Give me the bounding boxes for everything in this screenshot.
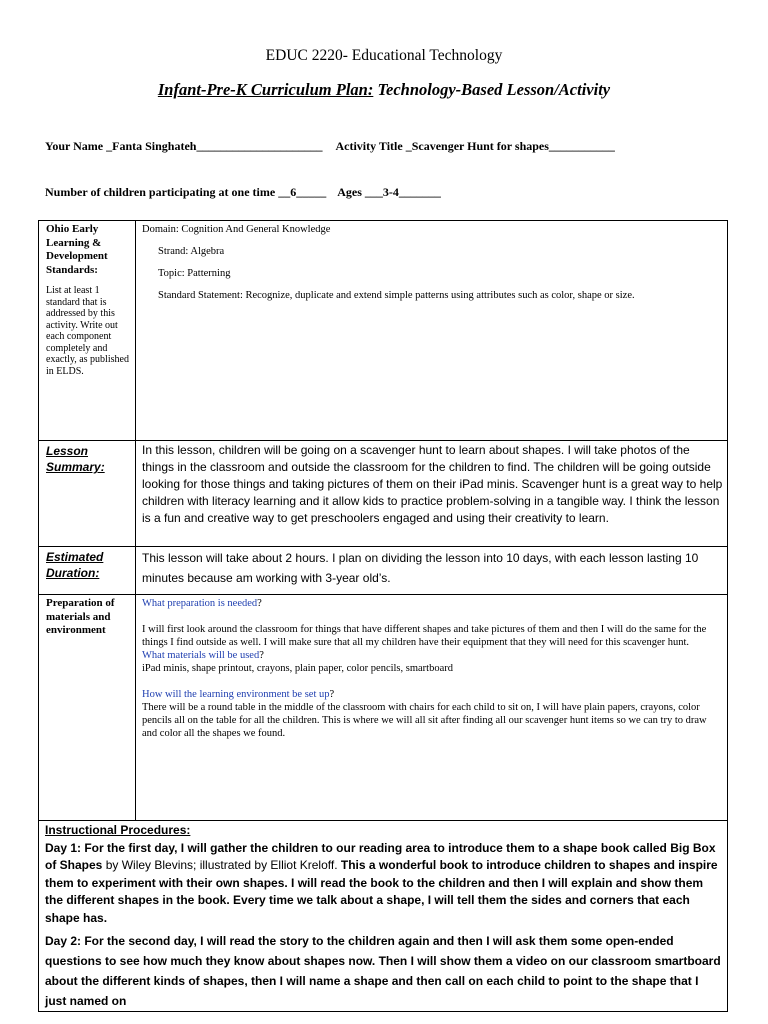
standards-strand: Strand: Algebra bbox=[158, 246, 225, 257]
name-value: _Fanta Singhateh_____________________ bbox=[106, 139, 323, 153]
plan-title bbox=[0, 80, 768, 100]
standards-label-cell bbox=[39, 221, 136, 441]
standards-label: Ohio Early Learning & Development Standards: bbox=[46, 223, 108, 276]
standards-statement: Standard Statement: Recognize, duplicate and extend simple patterns using attributes such as color, shape or size. bbox=[158, 290, 635, 301]
ages-label: Ages bbox=[337, 185, 362, 199]
preparation-question-3: How will the learning environment be set up? bbox=[142, 689, 335, 700]
preparation-row bbox=[39, 595, 728, 821]
summary-label-cell bbox=[39, 441, 136, 547]
preparation-label-cell bbox=[39, 595, 136, 821]
preparation-content-cell bbox=[136, 595, 728, 821]
children-label: Number of children participating at one time bbox=[45, 185, 276, 199]
preparation-question-2: What materials will be used? bbox=[142, 650, 264, 661]
plan-title-underlined: Infant-Pre-K Curriculum Plan: bbox=[157, 80, 374, 99]
name-activity-line bbox=[45, 139, 615, 154]
summary-label: Lesson Summary: bbox=[46, 444, 105, 474]
children-ages-line bbox=[45, 185, 441, 200]
preparation-answer-2: iPad minis, shape printout, crayons, plain paper, color pencils, smartboard bbox=[142, 663, 454, 674]
summary-content-cell bbox=[136, 441, 728, 547]
preparation-answer-3: There will be a round table in the middle of the classroom with chairs for each child to sit on, I will have plain papers, crayons, color pencils all on the table for all the children. This is where we will all sit after finding all our scavenger hunt items so we can try to draw and color all the shapes we found. bbox=[142, 702, 707, 739]
activity-label: Activity Title bbox=[335, 139, 403, 153]
lesson-plan-table bbox=[38, 220, 728, 1012]
instructional-row bbox=[39, 821, 728, 1012]
instructional-label: Instructional Procedures: bbox=[45, 823, 191, 837]
plan-title-rest: Technology-Based Lesson/Activity bbox=[373, 80, 611, 99]
duration-label: Estimated Duration: bbox=[46, 550, 104, 580]
standards-content-cell bbox=[136, 221, 728, 441]
ages-value: ___3-4_______ bbox=[364, 185, 441, 199]
duration-content-cell bbox=[136, 547, 728, 595]
activity-value: _Scavenger Hunt for shapes___________ bbox=[405, 139, 615, 153]
instructional-cell bbox=[39, 821, 728, 1012]
instructional-day-2: Day 2: For the second day, I will read the story to the children again and then I will ask them some open-ended questions to see how much they know about shapes now. Then I will show them a video on our classroom smartboard about the different kinds of shapes, then I will name a shape and then call on each child to point to the shape that I just named on bbox=[45, 934, 721, 1008]
duration-text: This lesson will take about 2 hours. I plan on dividing the lesson into 10 days, with each lesson lasting 10 minutes because am working with 3-year old’s. bbox=[142, 551, 699, 585]
instructional-day-1: Day 1: For the first day, I will gather the children to our reading area to introduce them to a shape book called Big Box of Shapes by Wiley Blevins; illustrated by Elliot Kreloff. This a wonderful book to introduce children to shapes and inspire them to experiment with their own shapes. I will read the book to the children and then I will explain and show them the different shapes in the book. Every time we talk about a shape, I will tell them the sides and corners that each shape has. bbox=[45, 840, 718, 925]
name-label: Your Name bbox=[45, 139, 104, 153]
summary-row bbox=[39, 441, 728, 547]
preparation-question-1: What preparation is needed? bbox=[142, 598, 262, 609]
duration-label-cell bbox=[39, 547, 136, 595]
preparation-label: Preparation of materials and environment bbox=[46, 597, 115, 636]
standards-note: List at least 1 standard that is addressed by this activity. Write out each component completely and exactly, as published in ELDS. bbox=[46, 285, 129, 377]
standards-row bbox=[39, 221, 728, 441]
preparation-answer-1: I will first look around the classroom for things that have different shapes and take pictures of them and then I will do the same for the things I find outside as well. I will make sure that all my children have their equipment that they will need for this scavenger hunt. bbox=[142, 624, 707, 648]
standards-topic: Topic: Patterning bbox=[158, 268, 231, 279]
standards-domain: Domain: Cognition And General Knowledge bbox=[142, 224, 331, 235]
children-value: __6_____ bbox=[278, 185, 327, 199]
course-title: EDUC 2220- Educational Technology bbox=[265, 47, 503, 64]
duration-row bbox=[39, 547, 728, 595]
summary-text: In this lesson, children will be going on a scavenger hunt to learn about shapes. I will take photos of the things in the classroom and outside the classroom for the children to find. The children will be going outside looking for those things and taking pictures of them on their iPad minis. Scavenger hunt is a great way to help children with literacy learning and it allow kids to practice problem-solving in a tangible way. I think the lesson is a fun and creative way to get preschoolers engaged and using their creativity to learn. bbox=[142, 443, 723, 525]
